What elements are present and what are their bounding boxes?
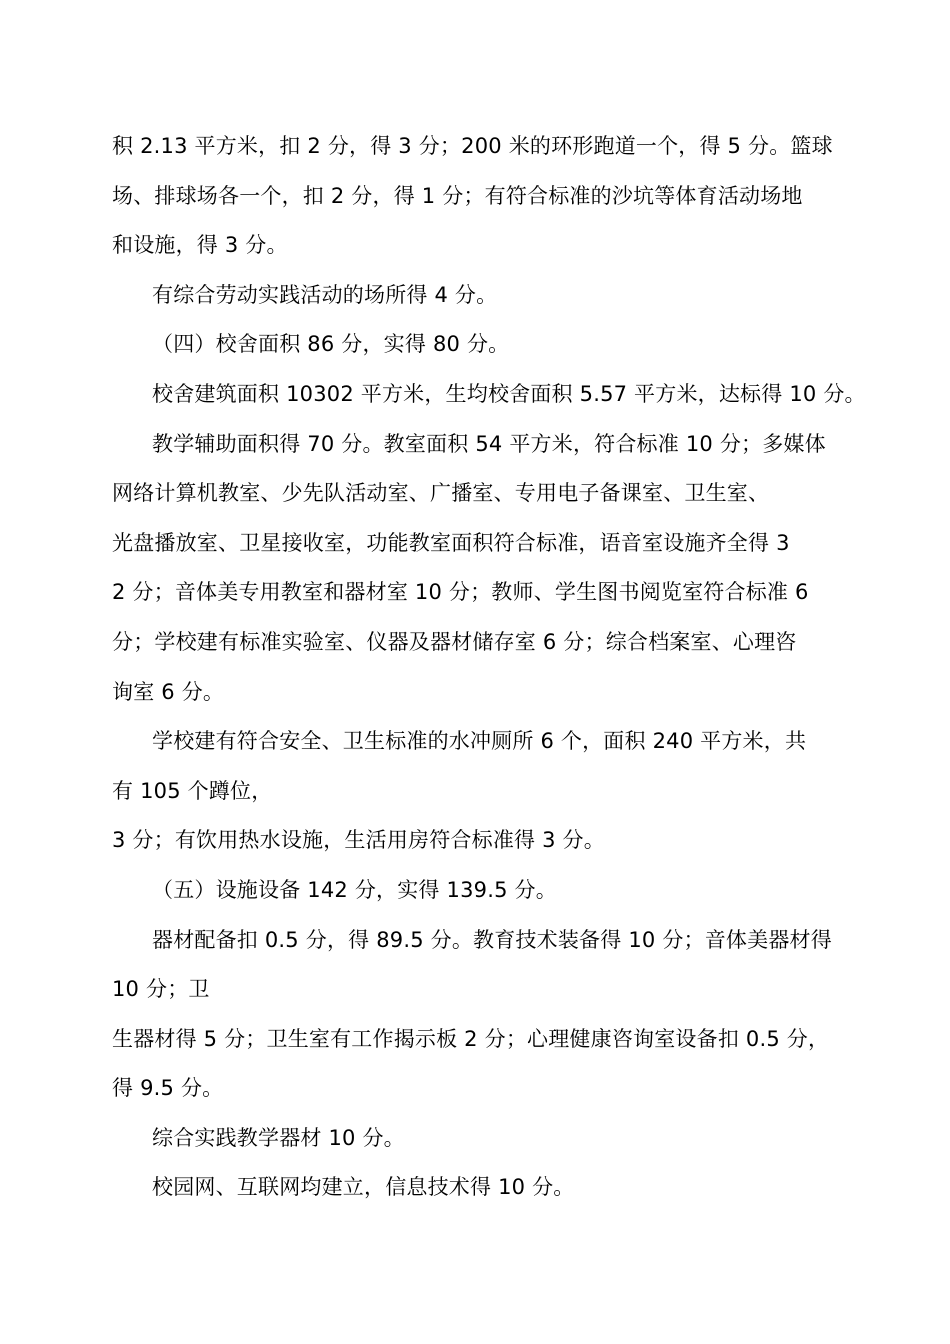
text-line: 教学辅助面积得 70 分。教室面积 54 平方米，符合标准 10 分；多媒体 <box>152 431 826 456</box>
text-line: 场、排球场各一个，扣 2 分，得 1 分；有符合标准的沙坑等体育活动场地 <box>112 183 803 208</box>
text-line: 10 分；卫 <box>112 977 210 1002</box>
text-line: 询室 6 分。 <box>112 679 225 704</box>
text-line: 生器材得 5 分；卫生室有工作揭示板 2 分；心理健康咨询室设备扣 0.5 分， <box>112 1026 830 1051</box>
text-line: 光盘播放室、卫星接收室，功能教室面积符合标准，语音室设施齐全得 3 <box>112 530 790 555</box>
text-line: 3 分；有饮用热水设施，生活用房符合标准得 3 分。 <box>112 828 605 853</box>
text-line: 校舍建筑面积 10302 平方米，生均校舍面积 5.57 平方米，达标得 10 分。 <box>152 381 866 406</box>
text-line: 和设施，得 3 分。 <box>112 233 288 258</box>
document-body <box>112 122 872 1213</box>
text-line: 有 105 个蹲位， <box>112 778 273 803</box>
text-line: 综合实践教学器材 10 分。 <box>152 1125 405 1150</box>
text-line: 网络计算机教室、少先队活动室、广播室、专用电子备课室、卫生室、 <box>112 481 770 506</box>
text-line: 2 分；音体美专用教室和器材室 10 分；教师、学生图书阅览室符合标准 6 <box>112 580 809 605</box>
text-line: 分；学校建有标准实验室、仪器及器材储存室 6 分；综合档案室、心理咨 <box>112 629 797 654</box>
text-line: （五）设施设备 142 分，实得 139.5 分。 <box>152 877 557 902</box>
text-line: 学校建有符合安全、卫生标准的水冲厕所 6 个，面积 240 平方米，共 <box>152 729 807 754</box>
text-line: 有综合劳动实践活动的场所得 4 分。 <box>152 282 498 307</box>
text-line: 校园网、互联网均建立，信息技术得 10 分。 <box>152 1175 575 1200</box>
text-line: 器材配备扣 0.5 分，得 89.5 分。教育技术装备得 10 分；音体美器材得 <box>152 927 832 952</box>
text-line: （四）校舍面积 86 分，实得 80 分。 <box>152 332 510 357</box>
text-line: 得 9.5 分。 <box>112 1076 224 1101</box>
text-line: 积 2.13 平方米，扣 2 分，得 3 分；200 米的环形跑道一个，得 5 分。篮球 <box>112 134 833 158</box>
